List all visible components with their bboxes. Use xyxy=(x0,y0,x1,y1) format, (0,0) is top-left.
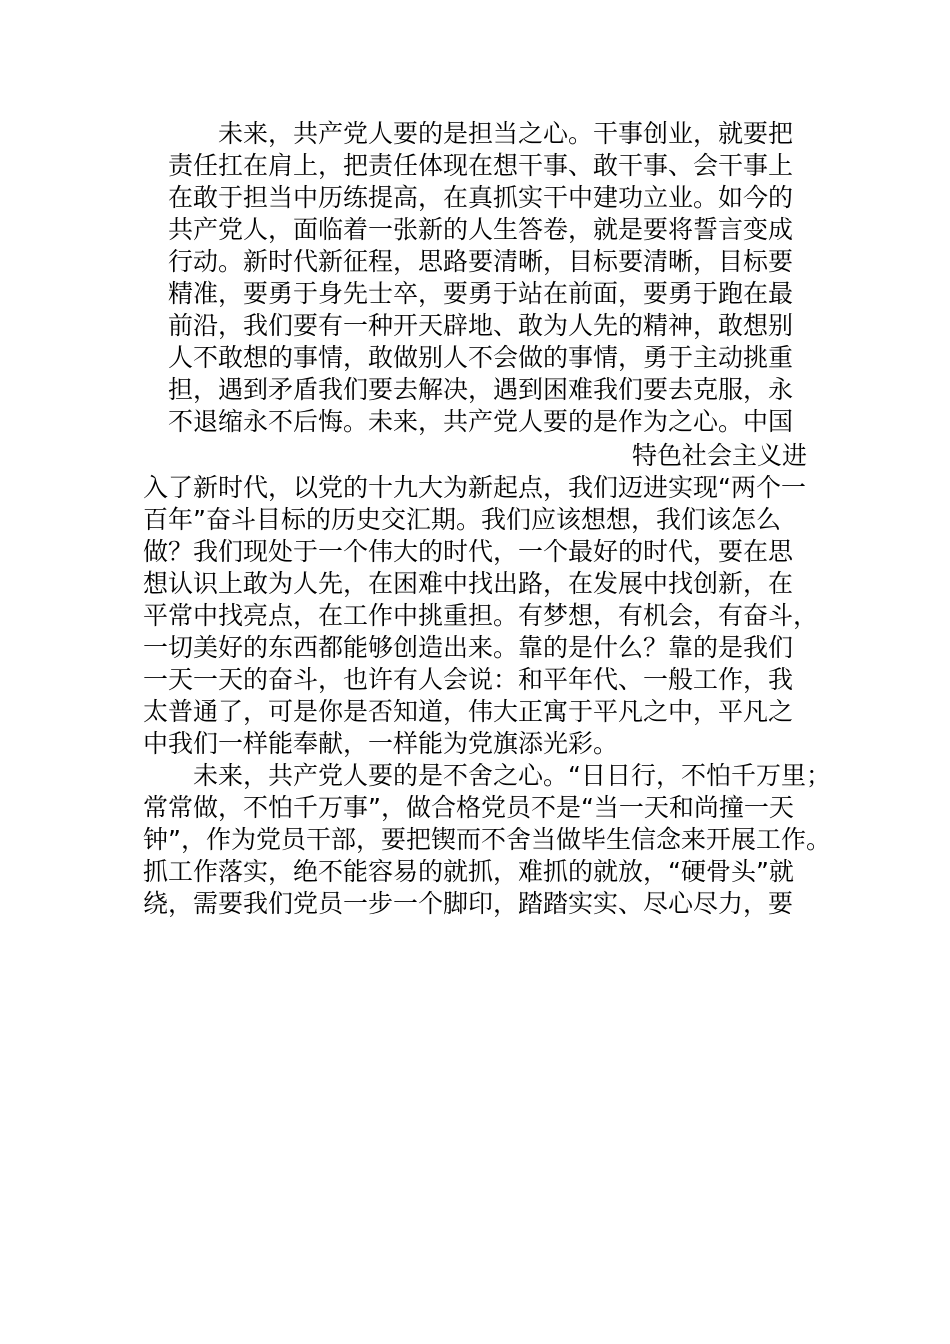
paragraph-1-line-2: 责任扛在肩上，把责任体现在想干事、敢干事、会干事上 xyxy=(168,151,794,180)
paragraph-2-line-4: 想认识上敢为人先，在困难中找出路，在发展中找创新，在 xyxy=(143,569,794,598)
paragraph-1-line-7: 前沿，我们要有一种开天辟地、敢为人先的精神，敢想别 xyxy=(168,311,794,340)
paragraph-3-line-5: 绕，需要我们党员一步一个脚印，踏踏实实、尽心尽力，要 xyxy=(143,889,794,918)
paragraph-1-line-5: 行动。新时代新征程，思路要清晰，目标要清晰，目标要 xyxy=(168,247,794,276)
paragraph-2-line-5: 平常中找亮点，在工作中挑重担。有梦想，有机会，有奋斗， xyxy=(143,601,819,630)
paragraph-2-line-6: 一切美好的东西都能够创造出来。靠的是什么？靠的是我们 xyxy=(143,633,794,662)
paragraph-2-line-3: 做？我们现处于一个伟大的时代，一个最好的时代，要在思 xyxy=(143,537,794,566)
paragraph-1-line-1: 未来，共产党人要的是担当之心。干事创业，就要把 xyxy=(218,119,794,148)
paragraph-1-line-10: 不退缩永不后悔。未来，共产党人要的是作为之心。中国 xyxy=(168,407,794,436)
paragraph-1-line-4: 共产党人，面临着一张新的人生答卷，就是要将誓言变成 xyxy=(168,215,794,244)
paragraph-3-line-3: 钟”，作为党员干部，要把锲而不舍当做毕生信念来开展工作。 xyxy=(143,825,831,854)
paragraph-3-line-2: 常常做，不怕千万事”，做合格党员不是“当一天和尚撞一天 xyxy=(143,793,794,822)
paragraph-2-line-1: 入了新时代，以党的十九大为新起点，我们迈进实现“两个一 xyxy=(143,473,806,502)
paragraph-1-line-9: 担，遇到矛盾我们要去解决，遇到困难我们要去克服，永 xyxy=(168,375,794,404)
paragraph-1-line-8: 人不敢想的事情，敢做别人不会做的事情，勇于主动挑重 xyxy=(168,343,794,372)
paragraph-1-line-3: 在敢于担当中历练提高，在真抓实干中建功立业。如今的 xyxy=(168,183,794,212)
paragraph-2-line-7: 一天一天的奋斗，也许有人会说：和平年代、一般工作，我 xyxy=(143,665,794,694)
paragraph-3-line-4: 抓工作落实，绝不能容易的就抓，难抓的就放，“硬骨头”就 xyxy=(143,857,794,886)
paragraph-2-line-9: 中我们一样能奉献，一样能为党旗添光彩。 xyxy=(143,729,619,758)
paragraph-2-line-8: 太普通了，可是你是否知道，伟大正寓于平凡之中，平凡之 xyxy=(143,697,794,726)
paragraph-2-line-2: 百年”奋斗目标的历史交汇期。我们应该想想，我们该怎么 xyxy=(143,505,781,534)
paragraph-1-tail: 特色社会主义进 xyxy=(631,441,807,470)
paragraph-3-line-1: 未来，共产党人要的是不舍之心。“日日行，不怕千万里； xyxy=(193,761,831,790)
paragraph-1-line-6: 精准，要勇于身先士卒，要勇于站在前面，要勇于跑在最 xyxy=(168,279,794,308)
